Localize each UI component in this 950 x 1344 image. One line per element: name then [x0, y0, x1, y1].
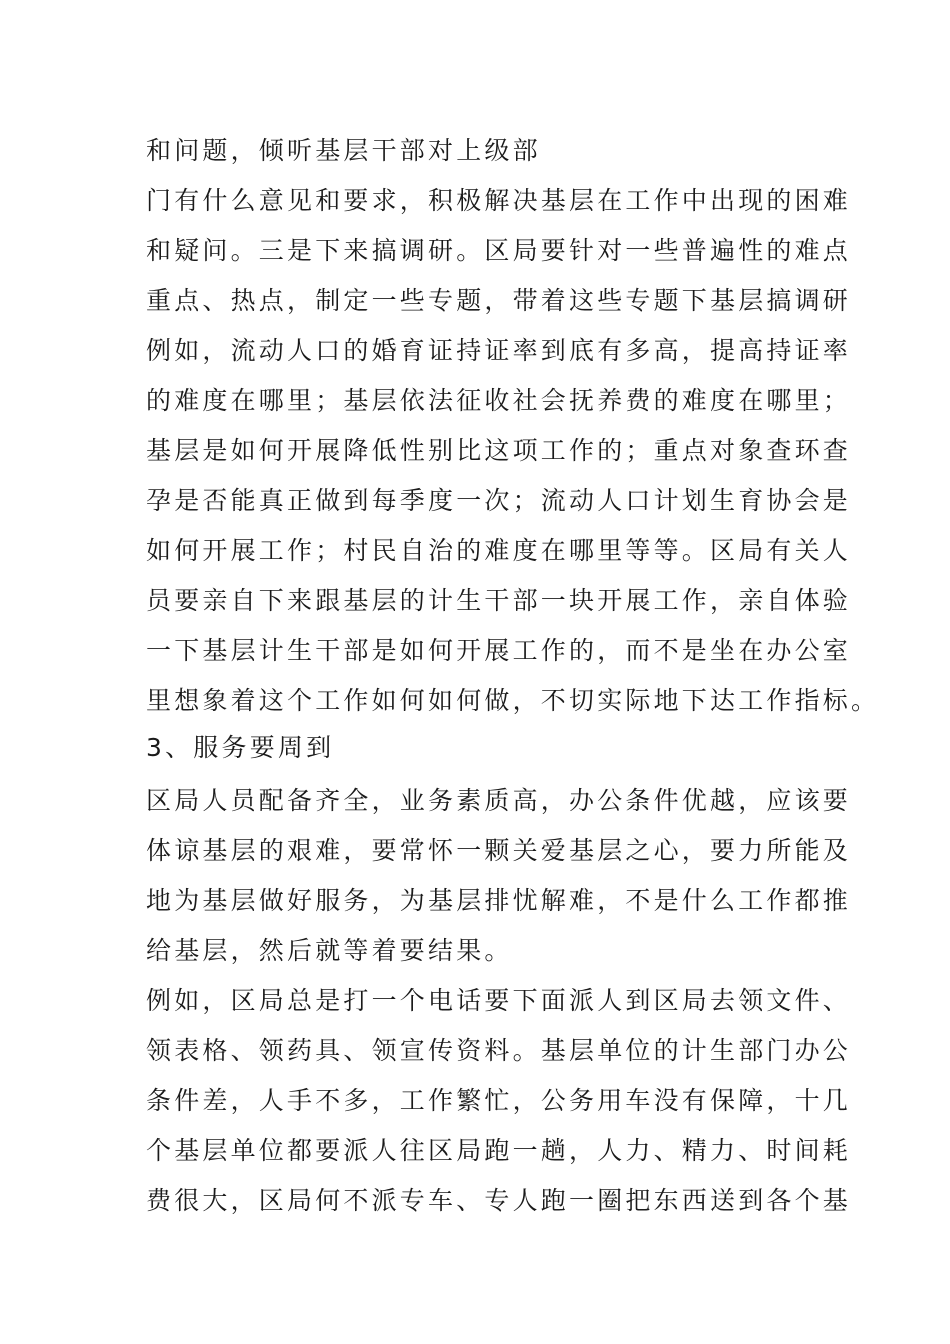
text-line: 个基层单位都要派人往区局跑一趟，人力、精力、时间耗: [146, 1136, 852, 1165]
text-line: 一下基层计生干部是如何开展工作的，而不是坐在办公室: [146, 636, 852, 665]
text-line: 如何开展工作；村民自治的难度在哪里等等。区局有关人: [146, 536, 852, 565]
text-line: 例如，区局总是打一个电话要下面派人到区局去领文件、: [146, 986, 852, 1015]
text-line: 例如，流动人口的婚育证持证率到底有多高，提高持证率: [146, 336, 852, 365]
text-line: 的难度在哪里；基层依法征收社会抚养费的难度在哪里；: [146, 386, 852, 415]
text-line: 孕是否能真正做到每季度一次；流动人口计划生育协会是: [146, 486, 852, 515]
section-heading: 3、服务要周到: [146, 733, 335, 762]
text-line: 重点、热点，制定一些专题，带着这些专题下基层搞调研: [146, 286, 852, 315]
text-line: 体谅基层的艰难，要常怀一颗关爱基层之心，要力所能及: [146, 836, 852, 865]
text-line: 费很大，区局何不派专车、专人跑一圈把东西送到各个基: [146, 1186, 852, 1215]
text-line: 区局人员配备齐全，业务素质高，办公条件优越，应该要: [146, 786, 852, 815]
text-line: 地为基层做好服务，为基层排忧解难，不是什么工作都推: [146, 886, 852, 915]
text-line: 和疑问。三是下来搞调研。区局要针对一些普遍性的难点: [146, 236, 852, 265]
text-line: 和问题，倾听基层干部对上级部: [146, 136, 541, 165]
text-line: 员要亲自下来跟基层的计生干部一块开展工作，亲自体验: [146, 586, 852, 615]
text-line: 领表格、领药具、领宣传资料。基层单位的计生部门办公: [146, 1036, 852, 1065]
text-line: 条件差，人手不多，工作繁忙，公务用车没有保障，十几: [146, 1086, 852, 1115]
text-line: 门有什么意见和要求，积极解决基层在工作中出现的困难: [146, 186, 852, 215]
text-line: 里想象着这个工作如何如何做，不切实际地下达工作指标。: [146, 686, 880, 715]
text-line: 基层是如何开展降低性别比这项工作的；重点对象查环查: [146, 436, 852, 465]
text-line: 给基层，然后就等着要结果。: [146, 936, 513, 965]
